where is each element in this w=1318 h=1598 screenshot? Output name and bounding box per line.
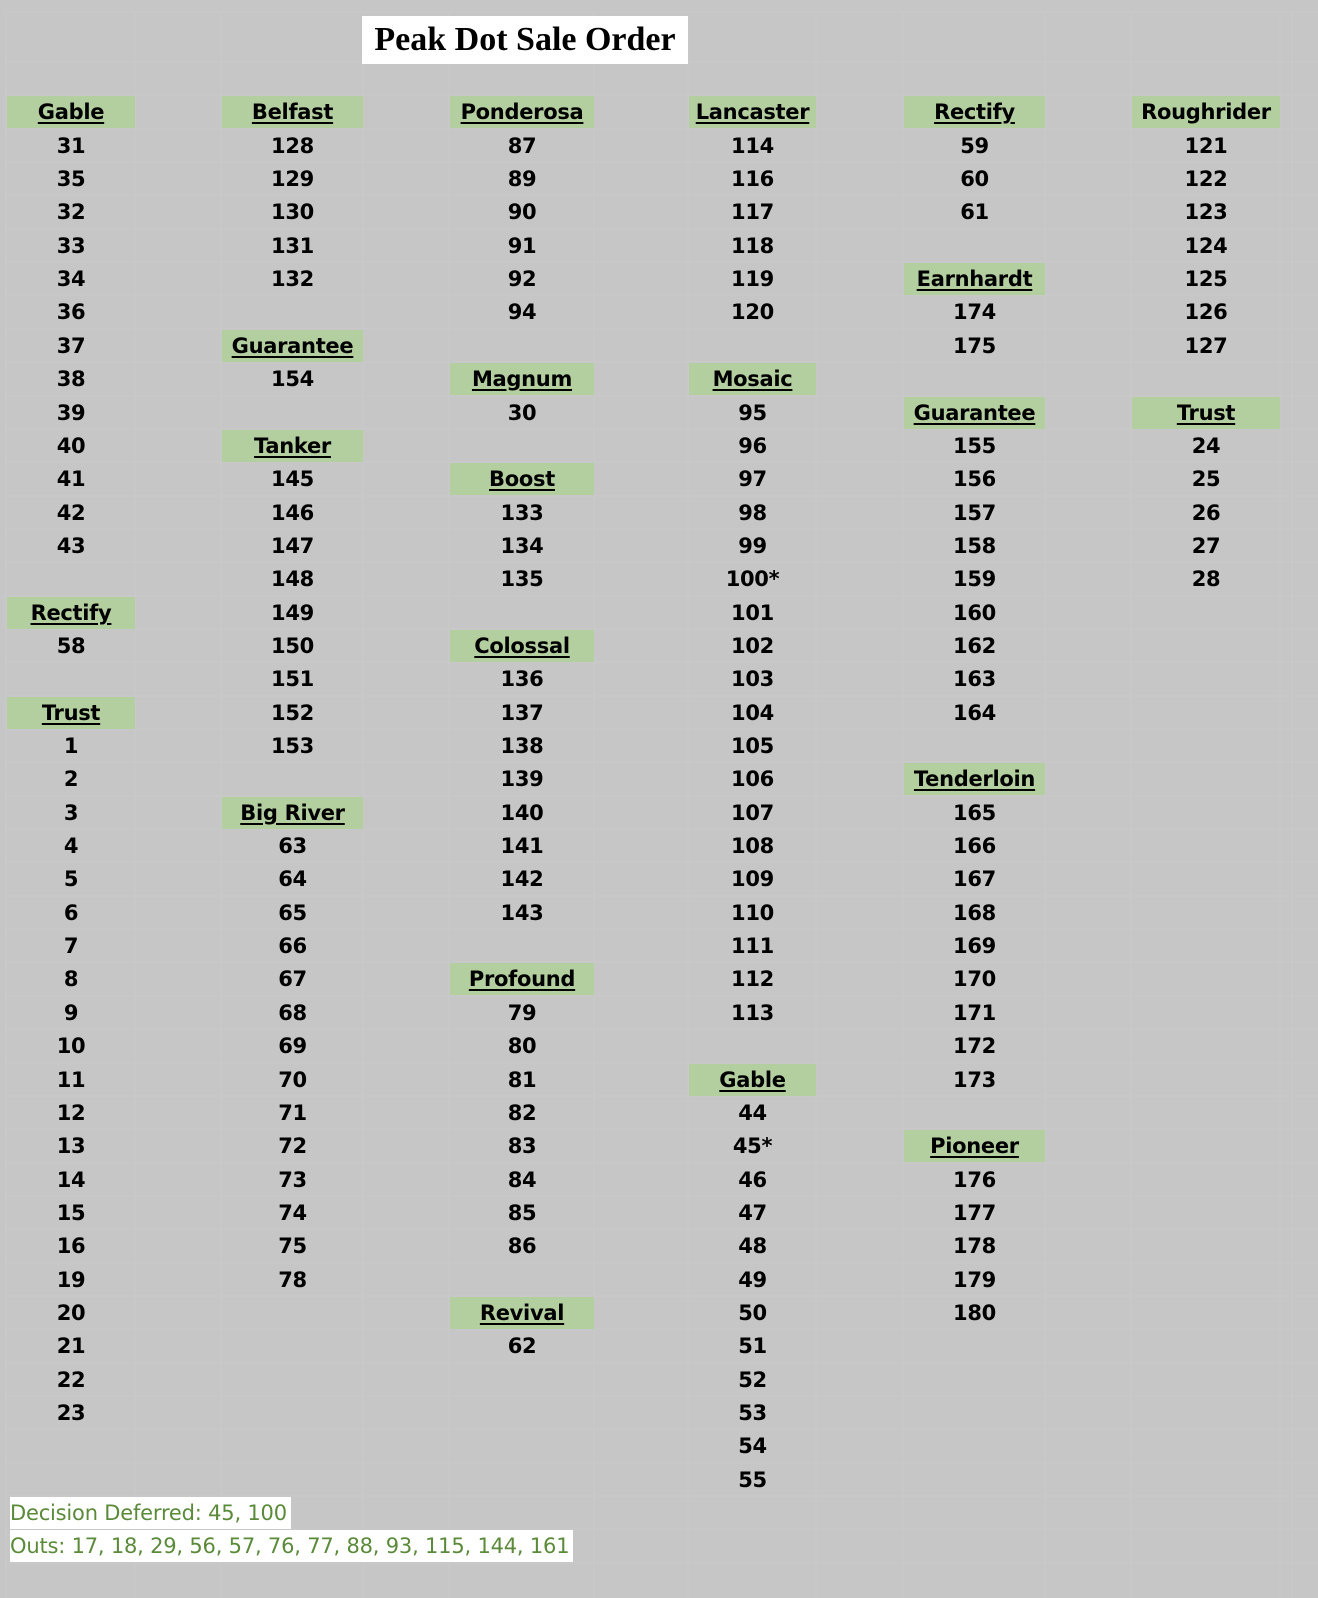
group-header: Trust xyxy=(7,697,135,729)
lot-number-cell: 44 xyxy=(738,1101,767,1125)
grid-row-line xyxy=(6,1362,1318,1364)
lot-number-cell: 73 xyxy=(278,1168,307,1192)
grid-row-line xyxy=(6,861,1318,863)
lot-number-cell: 175 xyxy=(953,334,996,358)
group-header: Trust xyxy=(1132,397,1280,429)
grid-row-line xyxy=(6,94,1318,96)
lot-number-cell: 14 xyxy=(56,1168,86,1192)
lot-number-cell: 162 xyxy=(953,634,996,658)
lot-number-cell: 27 xyxy=(1191,534,1221,558)
grid-row-line xyxy=(6,428,1318,430)
group-header: Roughrider xyxy=(1132,96,1280,128)
grid-row-line xyxy=(6,328,1318,330)
lot-number-cell: 48 xyxy=(738,1234,767,1258)
lot-number-cell: 100* xyxy=(725,567,780,591)
lot-number-cell: 79 xyxy=(507,1001,537,1025)
lot-number-cell: 46 xyxy=(738,1168,767,1192)
grid-row-line xyxy=(6,1328,1318,1330)
grid-row-line xyxy=(6,695,1318,697)
lot-number-cell: 172 xyxy=(953,1034,996,1058)
lot-number-cell: 58 xyxy=(56,634,86,658)
lot-number-cell: 67 xyxy=(278,967,307,991)
grid-column-line xyxy=(1291,12,1293,1598)
lot-number-cell: 99 xyxy=(738,534,767,558)
lot-number-cell: 149 xyxy=(271,601,314,625)
group-header: Tanker xyxy=(222,430,363,462)
group-header: Guarantee xyxy=(904,397,1045,429)
lot-number-cell: 74 xyxy=(278,1201,307,1225)
lot-number-cell: 125 xyxy=(1184,267,1228,291)
lot-number-cell: 108 xyxy=(731,834,774,858)
grid-row-line xyxy=(6,1295,1318,1297)
group-header: Earnhardt xyxy=(904,263,1045,295)
lot-number-cell: 85 xyxy=(507,1201,537,1225)
lot-number-cell: 54 xyxy=(738,1434,767,1458)
grid-row-line xyxy=(6,795,1318,797)
lot-number-cell: 70 xyxy=(278,1068,307,1092)
lot-number-cell: 145 xyxy=(271,467,314,491)
group-header: Belfast xyxy=(222,96,363,128)
lot-number-cell: 11 xyxy=(56,1068,86,1092)
lot-number-cell: 80 xyxy=(507,1034,537,1058)
lot-number-cell: 97 xyxy=(738,467,767,491)
lot-number-cell: 170 xyxy=(953,967,996,991)
lot-number-cell: 55 xyxy=(738,1468,767,1492)
lot-number-cell: 112 xyxy=(731,967,774,991)
grid-row-line xyxy=(6,228,1318,230)
lot-number-cell: 158 xyxy=(953,534,996,558)
lot-number-cell: 123 xyxy=(1184,200,1228,224)
lot-number-cell: 52 xyxy=(738,1368,767,1392)
grid-row-line xyxy=(6,961,1318,963)
lot-number-cell: 5 xyxy=(63,867,79,891)
lot-number-cell: 68 xyxy=(278,1001,307,1025)
lot-number-cell: 82 xyxy=(507,1101,537,1125)
lot-number-cell: 117 xyxy=(731,200,774,224)
lot-number-cell: 164 xyxy=(953,701,996,725)
grid-row-line xyxy=(6,1428,1318,1430)
lot-number-cell: 133 xyxy=(500,501,544,525)
lot-number-cell: 39 xyxy=(56,401,86,425)
lot-number-cell: 102 xyxy=(731,634,774,658)
group-header: Colossal xyxy=(450,630,594,662)
lot-number-cell: 136 xyxy=(500,667,544,691)
lot-number-cell: 147 xyxy=(271,534,314,558)
lot-number-cell: 4 xyxy=(63,834,79,858)
grid-row-line xyxy=(6,495,1318,497)
grid-row-line xyxy=(6,561,1318,563)
lot-number-cell: 69 xyxy=(278,1034,307,1058)
lot-number-cell: 103 xyxy=(731,667,774,691)
lot-number-cell: 126 xyxy=(1184,300,1228,324)
lot-number-cell: 119 xyxy=(731,267,774,291)
lot-number-cell: 10 xyxy=(56,1034,86,1058)
lot-number-cell: 90 xyxy=(507,200,537,224)
lot-number-cell: 178 xyxy=(953,1234,996,1258)
lot-number-cell: 32 xyxy=(56,200,86,224)
lot-number-cell: 142 xyxy=(500,867,544,891)
lot-number-cell: 180 xyxy=(953,1301,996,1325)
lot-number-cell: 171 xyxy=(953,1001,996,1025)
group-header: Rectify xyxy=(904,96,1045,128)
lot-number-cell: 47 xyxy=(738,1201,767,1225)
lot-number-cell: 131 xyxy=(271,234,314,258)
lot-number-cell: 167 xyxy=(953,867,996,891)
grid-row-line xyxy=(6,194,1318,196)
lot-number-cell: 43 xyxy=(56,534,86,558)
lot-number-cell: 128 xyxy=(271,134,314,158)
lot-number-cell: 62 xyxy=(507,1334,537,1358)
lot-number-cell: 153 xyxy=(271,734,314,758)
lot-number-cell: 110 xyxy=(731,901,774,925)
outs-note: Outs: 17, 18, 29, 56, 57, 76, 77, 88, 93, 115, 144, 161 xyxy=(10,1530,573,1562)
lot-number-cell: 109 xyxy=(731,867,774,891)
lot-number-cell: 163 xyxy=(953,667,996,691)
lot-number-cell: 152 xyxy=(271,701,314,725)
lot-number-cell: 53 xyxy=(738,1401,767,1425)
lot-number-cell: 35 xyxy=(56,167,86,191)
lot-number-cell: 140 xyxy=(500,801,544,825)
group-header: Revival xyxy=(450,1297,594,1329)
lot-number-cell: 13 xyxy=(56,1134,86,1158)
lot-number-cell: 42 xyxy=(56,501,86,525)
lot-number-cell: 63 xyxy=(278,834,307,858)
grid-row-line xyxy=(6,661,1318,663)
lot-number-cell: 1 xyxy=(63,734,79,758)
lot-number-cell: 146 xyxy=(271,501,314,525)
lot-number-cell: 60 xyxy=(960,167,989,191)
lot-number-cell: 6 xyxy=(63,901,79,925)
lot-number-cell: 107 xyxy=(731,801,774,825)
grid-row-line xyxy=(6,1262,1318,1264)
lot-number-cell: 30 xyxy=(507,401,537,425)
group-header: Pioneer xyxy=(904,1130,1045,1162)
grid-row-line xyxy=(6,895,1318,897)
lot-number-cell: 38 xyxy=(56,367,86,391)
grid-row-line xyxy=(6,395,1318,397)
grid-row-line xyxy=(6,361,1318,363)
lot-number-cell: 98 xyxy=(738,501,767,525)
lot-number-cell: 16 xyxy=(56,1234,86,1258)
lot-number-cell: 160 xyxy=(953,601,996,625)
lot-number-cell: 36 xyxy=(56,300,86,324)
lot-number-cell: 130 xyxy=(271,200,314,224)
lot-number-cell: 174 xyxy=(953,300,996,324)
grid-row-line xyxy=(6,761,1318,763)
lot-number-cell: 127 xyxy=(1184,334,1228,358)
group-header: Boost xyxy=(450,463,594,495)
grid-row-line xyxy=(6,1228,1318,1230)
lot-number-cell: 75 xyxy=(278,1234,307,1258)
lot-number-cell: 96 xyxy=(738,434,767,458)
lot-number-cell: 92 xyxy=(507,267,537,291)
lot-number-cell: 20 xyxy=(56,1301,86,1325)
grid-row-line xyxy=(6,828,1318,830)
lot-number-cell: 135 xyxy=(500,567,544,591)
lot-number-cell: 28 xyxy=(1191,567,1221,591)
group-header: Gable xyxy=(689,1064,816,1096)
lot-number-cell: 106 xyxy=(731,767,774,791)
group-header: Magnum xyxy=(450,363,594,395)
lot-number-cell: 122 xyxy=(1184,167,1228,191)
lot-number-cell: 151 xyxy=(271,667,314,691)
lot-number-cell: 114 xyxy=(731,134,774,158)
lot-number-cell: 19 xyxy=(56,1268,86,1292)
grid-row-line xyxy=(6,1062,1318,1064)
lot-number-cell: 124 xyxy=(1184,234,1228,258)
group-header: Ponderosa xyxy=(450,96,594,128)
lot-number-cell: 65 xyxy=(278,901,307,925)
lot-number-cell: 168 xyxy=(953,901,996,925)
lot-number-cell: 159 xyxy=(953,567,996,591)
lot-number-cell: 129 xyxy=(271,167,314,191)
sheet-title: Peak Dot Sale Order xyxy=(362,16,688,64)
lot-number-cell: 50 xyxy=(738,1301,767,1325)
group-header: Rectify xyxy=(7,597,135,629)
lot-number-cell: 141 xyxy=(500,834,544,858)
lot-number-cell: 156 xyxy=(953,467,996,491)
lot-number-cell: 116 xyxy=(731,167,774,191)
grid-row-line xyxy=(6,528,1318,530)
lot-number-cell: 137 xyxy=(500,701,544,725)
decision-deferred-note: Decision Deferred: 45, 100 xyxy=(10,1497,291,1529)
lot-number-cell: 104 xyxy=(731,701,774,725)
group-header: Guarantee xyxy=(222,330,363,362)
lot-number-cell: 83 xyxy=(507,1134,537,1158)
lot-number-cell: 89 xyxy=(507,167,537,191)
lot-number-cell: 78 xyxy=(278,1268,307,1292)
lot-number-cell: 155 xyxy=(953,434,996,458)
group-header: Tenderloin xyxy=(904,763,1045,795)
grid-row-line xyxy=(6,294,1318,296)
lot-number-cell: 24 xyxy=(1191,434,1221,458)
lot-number-cell: 61 xyxy=(960,200,989,224)
lot-number-cell: 84 xyxy=(507,1168,537,1192)
lot-number-cell: 86 xyxy=(507,1234,537,1258)
lot-number-cell: 64 xyxy=(278,867,307,891)
lot-number-cell: 94 xyxy=(507,300,537,324)
grid-row-line xyxy=(6,1162,1318,1164)
grid-row-line xyxy=(6,628,1318,630)
group-header: Big River xyxy=(222,797,363,829)
lot-number-cell: 111 xyxy=(731,934,774,958)
lot-number-cell: 72 xyxy=(278,1134,307,1158)
lot-number-cell: 173 xyxy=(953,1068,996,1092)
grid-row-line xyxy=(6,595,1318,597)
lot-number-cell: 118 xyxy=(731,234,774,258)
group-header: Mosaic xyxy=(689,363,816,395)
grid-row-line xyxy=(6,1462,1318,1464)
lot-number-cell: 25 xyxy=(1191,467,1221,491)
lot-number-cell: 40 xyxy=(56,434,86,458)
lot-number-cell: 45* xyxy=(732,1134,773,1158)
lot-number-cell: 150 xyxy=(271,634,314,658)
lot-number-cell: 33 xyxy=(56,234,86,258)
lot-number-cell: 12 xyxy=(56,1101,86,1125)
grid-row-line xyxy=(6,1028,1318,1030)
lot-number-cell: 37 xyxy=(56,334,86,358)
lot-number-cell: 134 xyxy=(500,534,544,558)
lot-number-cell: 34 xyxy=(56,267,86,291)
lot-number-cell: 49 xyxy=(738,1268,767,1292)
lot-number-cell: 15 xyxy=(56,1201,86,1225)
lot-number-cell: 81 xyxy=(507,1068,537,1092)
grid-row-line xyxy=(6,728,1318,730)
lot-number-cell: 101 xyxy=(731,601,774,625)
lot-number-cell: 23 xyxy=(56,1401,86,1425)
lot-number-cell: 26 xyxy=(1191,501,1221,525)
lot-number-cell: 41 xyxy=(56,467,86,491)
lot-number-cell: 143 xyxy=(500,901,544,925)
grid-row-line xyxy=(6,1195,1318,1197)
grid-row-line xyxy=(6,1128,1318,1130)
lot-number-cell: 31 xyxy=(56,134,86,158)
lot-number-cell: 3 xyxy=(63,801,79,825)
lot-number-cell: 95 xyxy=(738,401,767,425)
lot-number-cell: 113 xyxy=(731,1001,774,1025)
lot-number-cell: 87 xyxy=(507,134,537,158)
lot-number-cell: 7 xyxy=(63,934,79,958)
lot-number-cell: 91 xyxy=(507,234,537,258)
lot-number-cell: 139 xyxy=(500,767,544,791)
lot-number-cell: 176 xyxy=(953,1168,996,1192)
lot-number-cell: 132 xyxy=(271,267,314,291)
lot-number-cell: 177 xyxy=(953,1201,996,1225)
grid-row-line xyxy=(6,11,1318,13)
lot-number-cell: 66 xyxy=(278,934,307,958)
grid-row-line xyxy=(6,995,1318,997)
lot-number-cell: 166 xyxy=(953,834,996,858)
grid-row-line xyxy=(6,128,1318,130)
group-header: Lancaster xyxy=(689,96,816,128)
grid-row-line xyxy=(6,1095,1318,1097)
lot-number-cell: 9 xyxy=(63,1001,79,1025)
grid-row-line xyxy=(6,161,1318,163)
lot-number-cell: 22 xyxy=(56,1368,86,1392)
grid-row-line xyxy=(6,928,1318,930)
lot-number-cell: 138 xyxy=(500,734,544,758)
lot-number-cell: 165 xyxy=(953,801,996,825)
grid-row-line xyxy=(6,1395,1318,1397)
grid-row-line xyxy=(6,1562,1318,1564)
lot-number-cell: 21 xyxy=(56,1334,86,1358)
lot-number-cell: 121 xyxy=(1184,134,1228,158)
lot-number-cell: 148 xyxy=(271,567,314,591)
lot-number-cell: 2 xyxy=(63,767,79,791)
lot-number-cell: 51 xyxy=(738,1334,767,1358)
lot-number-cell: 169 xyxy=(953,934,996,958)
lot-number-cell: 120 xyxy=(731,300,774,324)
lot-number-cell: 179 xyxy=(953,1268,996,1292)
lot-number-cell: 154 xyxy=(271,367,314,391)
lot-number-cell: 71 xyxy=(278,1101,307,1125)
lot-number-cell: 8 xyxy=(63,967,79,991)
lot-number-cell: 59 xyxy=(960,134,989,158)
lot-number-cell: 105 xyxy=(731,734,774,758)
lot-number-cell: 157 xyxy=(953,501,996,525)
grid-row-line xyxy=(6,461,1318,463)
grid-row-line xyxy=(6,261,1318,263)
group-header: Profound xyxy=(450,963,594,995)
group-header: Gable xyxy=(7,96,135,128)
